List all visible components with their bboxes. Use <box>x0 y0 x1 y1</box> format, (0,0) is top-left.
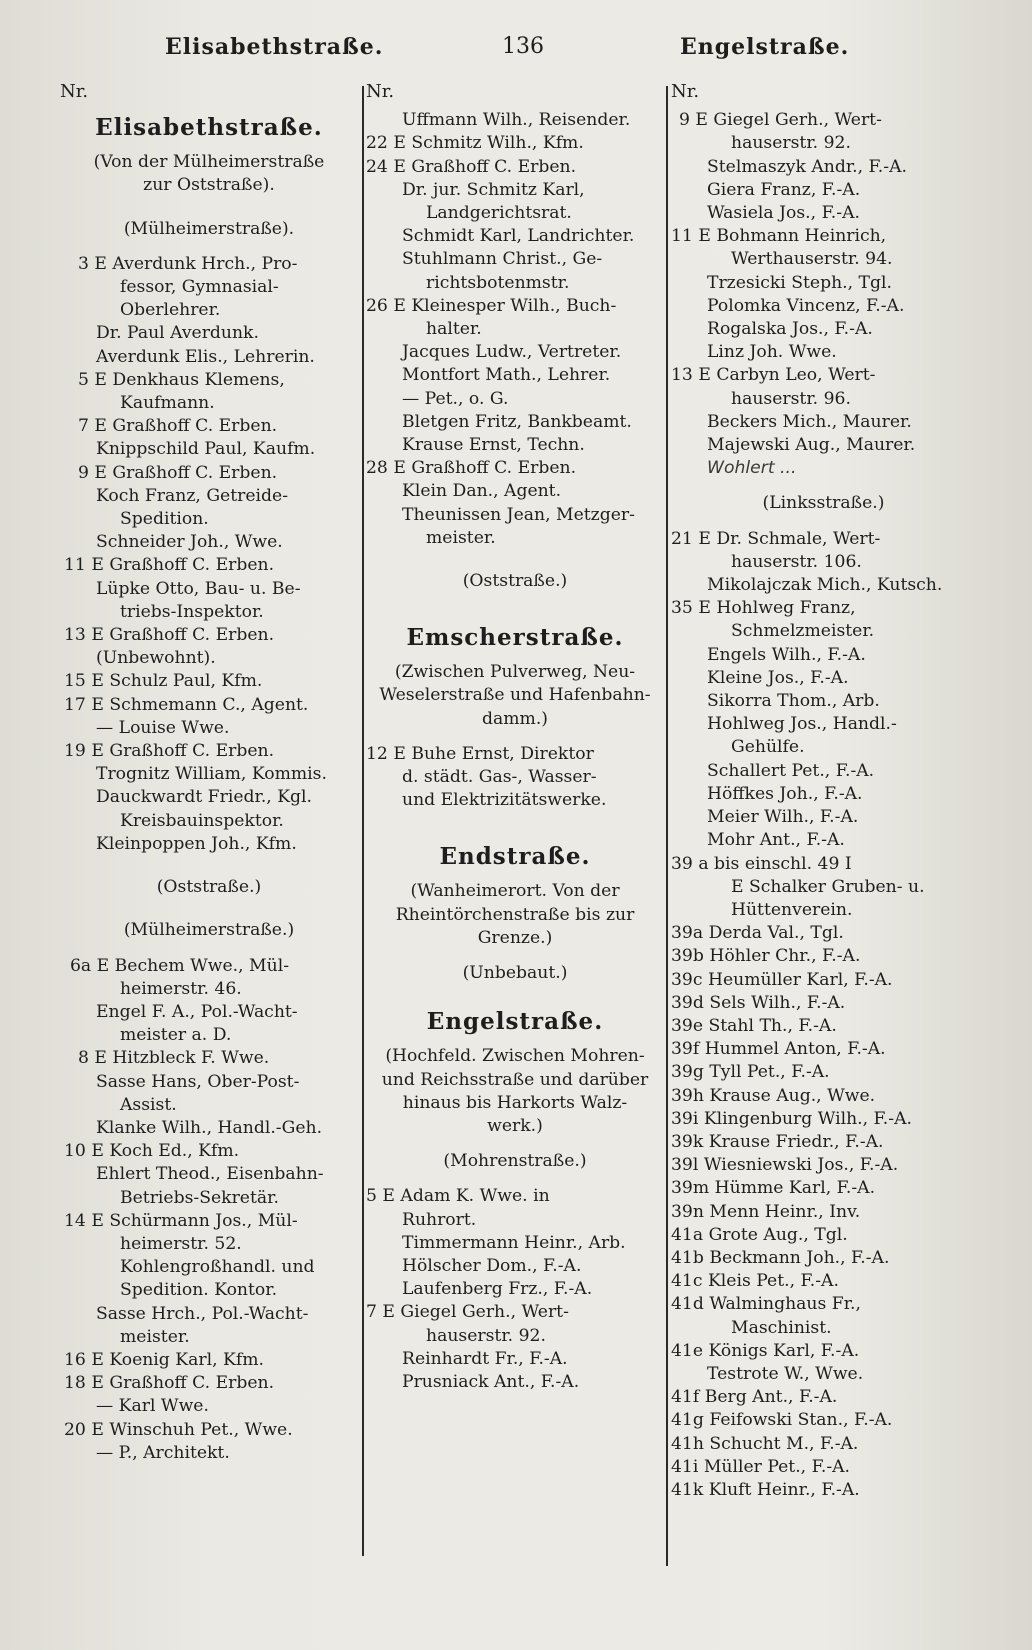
entry-line: Rogalska Jos., F.-A. <box>707 319 873 340</box>
street-description: hinaus bis Harkorts Walz- <box>402 1092 628 1113</box>
entry-line: 21 E Dr. Schmale, Wert- <box>671 528 881 549</box>
entry-line: Mohr Ant., F.-A. <box>707 830 845 851</box>
entry-line: (Unbewohnt). <box>96 648 216 669</box>
entry-line: Spedition. <box>120 509 209 530</box>
header-right-street: Engelstraße. <box>680 34 850 60</box>
entry-line: Hölscher Dom., F.-A. <box>402 1255 582 1276</box>
entry-line: Montfort Math., Lehrer. <box>402 365 611 386</box>
entry-line: Kleinpoppen Joh., Kfm. <box>96 833 297 854</box>
entry-line: Klein Dan., Agent. <box>402 481 562 502</box>
entry-line: Krause Ernst, Techn. <box>402 435 585 456</box>
entry-line: hauserstr. 92. <box>731 133 851 154</box>
entry-line: — Karl Wwe. <box>96 1396 209 1417</box>
entry-line: heimerstr. 46. <box>120 978 242 999</box>
entry-line: Dr. Paul Averdunk. <box>96 323 259 344</box>
street-description: (Zwischen Pulverweg, Neu- <box>394 662 636 683</box>
entry-line: hauserstr. 96. <box>731 388 851 409</box>
entry-line: d. städt. Gas-, Wasser- <box>402 767 597 788</box>
entry-line: Koch Franz, Getreide- <box>96 485 288 506</box>
entry-line: 13 E Carbyn Leo, Wert- <box>671 365 876 386</box>
entry-line: 41h Schucht M., F.-A. <box>671 1433 859 1454</box>
entry-line: Beckers Mich., Maurer. <box>707 411 912 432</box>
entry-line: Klanke Wilh., Handl.-Geh. <box>96 1117 323 1138</box>
entry-line: Werthauserstr. 94. <box>731 249 893 270</box>
entry-line: Maschinist. <box>731 1317 832 1338</box>
street-description: (Von der Mülheimerstraße <box>93 152 325 173</box>
entry-line: 24 E Graßhoff C. Erben. <box>366 156 577 177</box>
street-description: (Unbebaut.) <box>462 963 568 984</box>
street-title: Engelstraße. <box>426 1008 604 1036</box>
street-description: Grenze.) <box>477 927 553 948</box>
entry-line: 41f Berg Ant., F.-A. <box>671 1387 838 1408</box>
entry-line: 41c Kleis Pet., F.-A. <box>671 1271 839 1292</box>
street-description: (Hochfeld. Zwischen Mohren- <box>385 1046 645 1067</box>
entry-line: Linz Joh. Wwe. <box>707 342 837 363</box>
entry-line: Schneider Joh., Wwe. <box>96 532 283 553</box>
entry-line: Spedition. Kontor. <box>120 1280 278 1301</box>
street-title: Emscherstraße. <box>406 624 624 652</box>
entry-line: Schmelzmeister. <box>731 621 875 642</box>
entry-line: Kohlengroßhandl. und <box>120 1257 315 1278</box>
street-title: Endstraße. <box>439 843 591 871</box>
entry-line: 39m Hümme Karl, F.-A. <box>671 1178 876 1199</box>
entry-line: Ehlert Theod., Eisenbahn- <box>96 1164 324 1185</box>
entry-line: hauserstr. 106. <box>731 551 862 572</box>
entry-line: Prusniack Ant., F.-A. <box>402 1371 580 1392</box>
entry-line: 39c Heumüller Karl, F.-A. <box>671 969 893 990</box>
street-description: Weselerstraße und Hafenbahn- <box>379 685 651 706</box>
entry-line: Schallert Pet., F.-A. <box>707 760 875 781</box>
header-left-street: Elisabethstraße. <box>165 34 384 60</box>
street-description: werk.) <box>487 1115 543 1136</box>
entry-line: Theunissen Jean, Metzger- <box>402 504 635 525</box>
column-2 <box>366 80 664 1640</box>
street-description: damm.) <box>481 708 548 729</box>
entry-line: 35 E Hohlweg Franz, <box>671 598 856 619</box>
entry-line: 14 E Schürmann Jos., Mül- <box>64 1210 298 1231</box>
entry-line: Trognitz William, Kommis. <box>96 764 327 785</box>
entry-line: 39 a bis einschl. 49 I <box>671 853 852 874</box>
entry-line: Uffmann Wilh., Reisender. <box>402 110 631 131</box>
entry-line: 39e Stahl Th., F.-A. <box>671 1015 837 1036</box>
entry-line: E Schalker Gruben- u. <box>731 876 925 897</box>
column-divider-1 <box>362 86 364 1556</box>
handwritten-note: Wohlert ... <box>707 458 797 479</box>
entry-line: Timmermann Heinr., Arb. <box>402 1232 626 1253</box>
entry-line: Stuhlmann Christ., Ge- <box>402 249 603 270</box>
entry-line: — Louise Wwe. <box>96 717 230 738</box>
street-description: zur Oststraße). <box>143 175 275 196</box>
entry-line: Landgerichtsrat. <box>426 203 572 224</box>
entry-line: Bletgen Fritz, Bankbeamt. <box>402 411 632 432</box>
entry-line: richtsbotenmstr. <box>426 272 570 293</box>
entry-line: 16 E Koenig Karl, Kfm. <box>64 1349 264 1370</box>
entry-line: Gehülfe. <box>731 737 805 758</box>
entry-line: 39h Krause Aug., Wwe. <box>671 1085 876 1106</box>
entry-line: 41k Kluft Heinr., F.-A. <box>671 1479 860 1500</box>
entry-line: Kreisbauinspektor. <box>120 810 284 831</box>
entry-line: 39l Wiesniewski Jos., F.-A. <box>671 1155 899 1176</box>
nr-label: Nr. <box>60 81 89 102</box>
entry-line: — P., Architekt. <box>96 1442 230 1463</box>
entry-line: Sikorra Thom., Arb. <box>707 691 880 712</box>
entry-line: Laufenberg Frz., F.-A. <box>402 1279 593 1300</box>
entry-line: Dr. jur. Schmitz Karl, <box>402 179 585 200</box>
entry-line: 41d Walminghaus Fr., <box>671 1294 861 1315</box>
nr-label: Nr. <box>671 81 700 102</box>
entry-line: 26 E Kleinesper Wilh., Buch- <box>366 295 617 316</box>
column-divider-2 <box>666 86 668 1566</box>
entry-line: 6a E Bechem Wwe., Mül- <box>70 955 289 976</box>
entry-line: Höffkes Joh., F.-A. <box>707 783 863 804</box>
entry-line: Knippschild Paul, Kaufm. <box>96 439 316 460</box>
entry-line: 39i Klingenburg Wilh., F.-A. <box>671 1108 912 1129</box>
entry-line: meister. <box>120 1326 190 1347</box>
entry-line: 41e Königs Karl, F.-A. <box>671 1340 860 1361</box>
entry-line: Stelmaszyk Andr., F.-A. <box>707 156 907 177</box>
entry-line: Testrote W., Wwe. <box>707 1363 864 1384</box>
entry-line: fessor, Gymnasial- <box>120 277 279 298</box>
street-description: (Wanheimerort. Von der <box>410 881 620 902</box>
cross-street: (Mülheimerstraße). <box>123 218 295 239</box>
cross-street: (Mohrenstraße.) <box>443 1151 587 1172</box>
entry-line: Trzesicki Steph., Tgl. <box>707 272 892 293</box>
entry-line: 41i Müller Pet., F.-A. <box>671 1456 850 1477</box>
entry-line: 39d Sels Wilh., F.-A. <box>671 992 846 1013</box>
entry-line: Giera Franz, F.-A. <box>707 179 861 200</box>
entry-line: Hohlweg Jos., Handl.- <box>707 714 897 735</box>
entry-line: heimerstr. 52. <box>120 1233 242 1254</box>
entry-line: Betriebs-Sekretär. <box>120 1187 279 1208</box>
entry-line: Mikolajczak Mich., Kutsch. <box>707 575 943 596</box>
entry-line: Dauckwardt Friedr., Kgl. <box>96 787 313 808</box>
entry-line: 7 E Giegel Gerh., Wert- <box>366 1302 569 1323</box>
entry-line: Schmidt Karl, Landrichter. <box>402 226 635 247</box>
page-header <box>0 34 1032 68</box>
entry-line: 39n Menn Heinr., Inv. <box>671 1201 861 1222</box>
entry-line: hauserstr. 92. <box>426 1325 546 1346</box>
entry-line: Meier Wilh., F.-A. <box>707 807 859 828</box>
entry-line: 9 E Graßhoff C. Erben. <box>78 462 278 483</box>
street-description: Rheintörchenstraße bis zur <box>395 904 635 925</box>
entry-line: Sasse Hans, Ober-Post- <box>96 1071 300 1092</box>
entry-line: 39f Hummel Anton, F.-A. <box>671 1039 886 1060</box>
entry-line: meister a. D. <box>120 1025 232 1046</box>
entry-line: 12 E Buhe Ernst, Direktor <box>366 743 594 764</box>
entry-line: 13 E Graßhoff C. Erben. <box>64 625 275 646</box>
entry-line: Reinhardt Fr., F.-A. <box>402 1348 568 1369</box>
street-title: Elisabethstraße. <box>95 114 323 142</box>
entry-line: 8 E Hitzbleck F. Wwe. <box>78 1048 270 1069</box>
entry-line: 5 E Adam K. Wwe. in <box>366 1186 550 1207</box>
entry-line: 41b Beckmann Joh., F.-A. <box>671 1247 890 1268</box>
entry-line: Lüpke Otto, Bau- u. Be- <box>96 578 301 599</box>
entry-line: 9 E Giegel Gerh., Wert- <box>679 110 882 131</box>
entry-line: Oberlehrer. <box>120 300 221 321</box>
cross-street: (Oststraße.) <box>156 877 262 898</box>
entry-line: Hüttenverein. <box>731 899 853 920</box>
entry-line: 22 E Schmitz Wilh., Kfm. <box>366 133 584 154</box>
entry-line: 39b Höhler Chr., F.-A. <box>671 946 861 967</box>
entry-line: 10 E Koch Ed., Kfm. <box>64 1141 240 1162</box>
entry-line: 39g Tyll Pet., F.-A. <box>671 1062 830 1083</box>
nr-label: Nr. <box>366 81 395 102</box>
entry-line: Engels Wilh., F.-A. <box>707 644 866 665</box>
entry-line: 39k Krause Friedr., F.-A. <box>671 1131 884 1152</box>
entry-line: 11 E Bohmann Heinrich, <box>671 226 887 247</box>
page-number: 136 <box>502 34 544 59</box>
entry-line: 5 E Denkhaus Klemens, <box>78 369 285 390</box>
entry-line: 11 E Graßhoff C. Erben. <box>64 555 275 576</box>
cross-street: (Linksstraße.) <box>762 493 885 514</box>
entry-line: Engel F. A., Pol.-Wacht- <box>96 1001 298 1022</box>
entry-line: 18 E Graßhoff C. Erben. <box>64 1373 275 1394</box>
entry-line: 28 E Graßhoff C. Erben. <box>366 458 577 479</box>
entry-line: 7 E Graßhoff C. Erben. <box>78 416 278 437</box>
entry-line: 19 E Graßhoff C. Erben. <box>64 741 275 762</box>
entry-line: 41g Feifowski Stan., F.-A. <box>671 1410 893 1431</box>
entry-line: Wasiela Jos., F.-A. <box>707 203 860 224</box>
entry-line: Kleine Jos., F.-A. <box>707 667 849 688</box>
entry-line: und Elektrizitätswerke. <box>402 790 607 811</box>
entry-line: 41a Grote Aug., Tgl. <box>671 1224 848 1245</box>
entry-line: Averdunk Elis., Lehrerin. <box>96 346 315 367</box>
street-description: und Reichsstraße und darüber <box>381 1069 649 1090</box>
entry-line: 20 E Winschuh Pet., Wwe. <box>64 1419 293 1440</box>
entry-line: triebs-Inspektor. <box>120 601 264 622</box>
cross-street: (Oststraße.) <box>462 571 568 592</box>
entry-line: halter. <box>426 319 482 340</box>
entry-line: Jacques Ludw., Vertreter. <box>402 342 622 363</box>
column-3 <box>671 80 976 1640</box>
column-1 <box>60 80 358 1640</box>
entry-line: Ruhrort. <box>402 1209 477 1230</box>
entry-line: — Pet., o. G. <box>402 388 509 409</box>
entry-line: Assist. <box>120 1094 177 1115</box>
entry-line: 17 E Schmemann C., Agent. <box>64 694 309 715</box>
entry-line: Kaufmann. <box>120 393 215 414</box>
entry-line: Sasse Hrch., Pol.-Wacht- <box>96 1303 309 1324</box>
entry-line: 3 E Averdunk Hrch., Pro- <box>78 253 298 274</box>
entry-line: Polomka Vincenz, F.-A. <box>707 295 905 316</box>
entry-line: 15 E Schulz Paul, Kfm. <box>64 671 263 692</box>
entry-line: 39a Derda Val., Tgl. <box>671 923 844 944</box>
entry-line: Majewski Aug., Maurer. <box>707 435 916 456</box>
entry-line: meister. <box>426 527 496 548</box>
cross-street: (Mülheimerstraße.) <box>123 920 295 941</box>
